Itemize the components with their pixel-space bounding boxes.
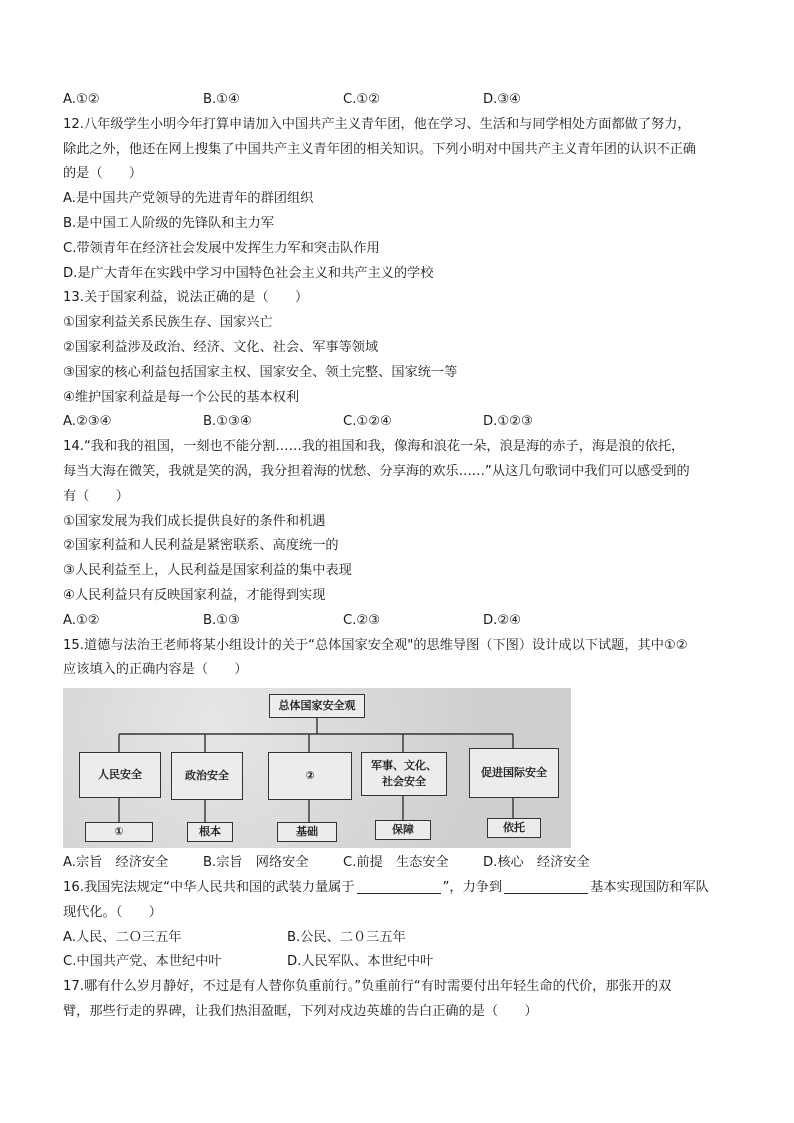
option-a: A.②③④ xyxy=(63,414,112,430)
q14-stem-line: 14.“我和我的祖国，一刻也不能分割……我的祖国和我，像海和浪花一朵，浪是海的赤子，海是浪的依托， xyxy=(63,439,685,455)
q16-stem-part: 16.我国宪法规定“中华人民共和国的武装力量属于 xyxy=(63,879,355,895)
q14-item: ④人民利益只有反映国家利益，才能得到实现 xyxy=(63,587,326,603)
option-b: B.①④ xyxy=(203,92,240,107)
option-c: C.①② xyxy=(343,92,381,107)
option-c: C.前提 生态安全 xyxy=(343,855,449,871)
option-d: D.①②③ xyxy=(483,414,533,430)
q14-stem-line: 有（ ） xyxy=(63,488,129,504)
q12-option-a: A.是中国共产党领导的先进青年的群团组织 xyxy=(63,191,314,207)
q15-stem-line: 应该填入的正确内容是（ ） xyxy=(63,662,248,678)
q12-option-d: D.是广大青年在实践中学习中国特色社会主义和共产主义的学校 xyxy=(63,265,434,281)
option-b: B.①③ xyxy=(203,612,240,628)
q16-options-row xyxy=(63,926,733,951)
q14-item: ②国家利益和人民利益是紧密联系、高度统一的 xyxy=(63,538,339,554)
option-c: C.①②④ xyxy=(343,414,392,430)
option-d: D.②④ xyxy=(483,612,521,628)
branch-node-military-culture-social xyxy=(361,752,447,796)
option-a: A.①② xyxy=(63,92,100,107)
q12-option-c: C.带领青年在经济社会发展中发挥生力军和突击队作用 xyxy=(63,240,380,256)
option-c: C.②③ xyxy=(343,612,381,628)
q14-item: ①国家发展为我们成长提供良好的条件和机遇 xyxy=(63,513,326,529)
branch-node-political-security: 政治安全 xyxy=(171,752,243,800)
q15-stem-line: 15.道德与法治王老师将某小组设计的关于“总体国家安全观"的思维导图（下图）设计成以下试题，其中①② xyxy=(63,637,688,653)
q13-stem: 13.关于国家利益，说法正确的是（ ） xyxy=(63,290,309,306)
leaf-node-guarantee: 保障 xyxy=(375,820,431,840)
leaf-node-blank-1: ① xyxy=(85,822,153,842)
q12-option-b: B.是中国工人阶级的先锋队和主力军 xyxy=(63,215,275,231)
q16-stem-part: ”，力争到 xyxy=(442,879,503,895)
q17-stem-line: 17.哪有什么岁月静好，不过是有人替你负重前行。”负重前行“有时需要付出年轻生命的代价，那张开的双 xyxy=(63,979,672,995)
leaf-node-support: 依托 xyxy=(487,818,541,838)
q11-options xyxy=(63,88,733,113)
q12-stem-line: 12.八年级学生小明今年打算申请加入中国共产主义青年团，他在学习、生活和与同学相处方面都做了努力， xyxy=(63,116,691,132)
exam-page xyxy=(63,88,733,1025)
q14-item: ③人民利益至上，人民利益是国家利益的集中表现 xyxy=(63,563,352,579)
fill-blank xyxy=(504,879,588,894)
q12-stem-line: 的是（ ） xyxy=(63,166,143,182)
branch-node-international-security: 促进国际安全 xyxy=(469,748,559,798)
branch-node-blank-2: ② xyxy=(268,752,352,800)
q13-item: ①国家利益关系民族生存、国家兴亡 xyxy=(63,315,273,331)
mind-map-diagram xyxy=(63,688,571,848)
leaf-node-fundamental: 根本 xyxy=(187,822,233,842)
q14-options xyxy=(63,609,733,634)
option-a: A.宗旨 经济安全 xyxy=(63,855,169,871)
q16-stem-part: 基本实现国防和军队 xyxy=(590,879,709,895)
option-d: D.人民军队、本世纪中叶 xyxy=(287,954,434,970)
option-d: D.核心 经济安全 xyxy=(483,855,590,871)
branch-line: 社会安全 xyxy=(382,775,426,789)
option-b: B.宗旨 网络安全 xyxy=(203,855,309,871)
option-b: B.公民、二０三五年 xyxy=(287,929,406,945)
fill-blank xyxy=(357,879,441,894)
option-a: A.①② xyxy=(63,612,100,628)
option-c: C.中国共产党、本世纪中叶 xyxy=(63,954,222,970)
option-b: B.①③④ xyxy=(203,414,252,430)
q16-options-row xyxy=(63,950,733,975)
q13-item: ④维护国家利益是每一个公民的基本权利 xyxy=(63,389,300,405)
option-a: A.人民、二Ｏ三五年 xyxy=(63,929,182,945)
leaf-node-foundation: 基础 xyxy=(277,822,337,842)
root-node: 总体国家安全观 xyxy=(269,694,365,718)
q14-stem-line: 每当大海在微笑，我就是笑的涡，我分担着海的忧愁、分享海的欢乐……”从这几句歌词中我们可以感受到的 xyxy=(63,463,690,479)
branch-node-people-security: 人民安全 xyxy=(79,752,161,798)
q16-stem-line: 现代化。（ ） xyxy=(63,904,162,920)
q13-item: ②国家利益涉及政治、经济、文化、社会、军事等领域 xyxy=(63,339,379,355)
branch-line: 军事、文化、 xyxy=(371,759,437,773)
option-d: D.③④ xyxy=(483,92,521,107)
q13-item: ③国家的核心利益包括国家主权、国家安全、领土完整、国家统一等 xyxy=(63,364,458,380)
q17-stem-line: 臂，那些行走的界碑，让我们热泪盈眶，下列对戍边英雄的告白正确的是（ ） xyxy=(63,1003,538,1019)
q12-stem-line: 除此之外，他还在网上搜集了中国共产主义青年团的相关知识。下列小明对中国共产主义青年团的认识不正确 xyxy=(63,141,696,157)
q13-options xyxy=(63,410,733,435)
q15-options xyxy=(63,851,733,876)
q16-stem-line xyxy=(63,876,733,901)
